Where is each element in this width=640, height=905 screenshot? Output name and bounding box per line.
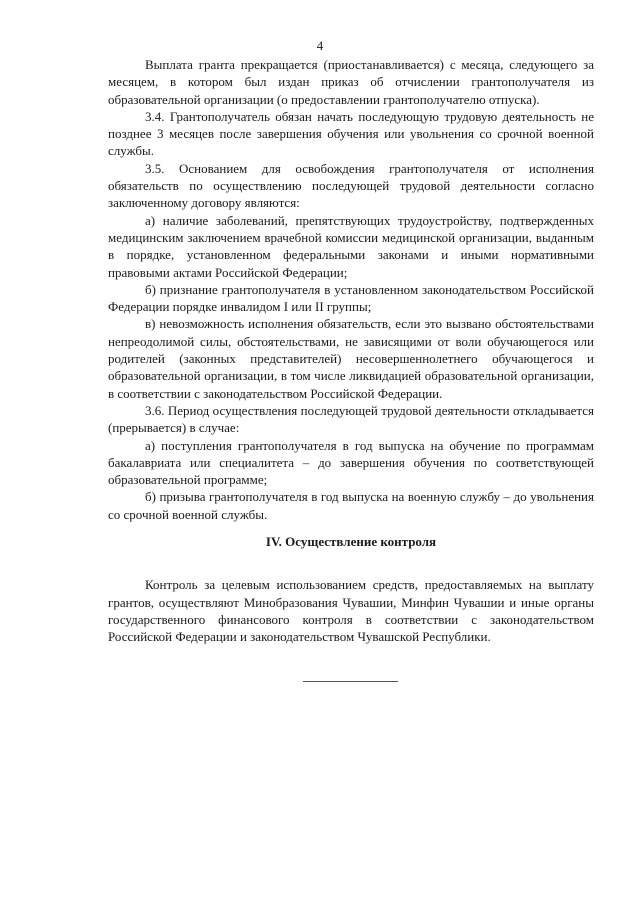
paragraph-grant-termination: Выплата гранта прекращается (приостанавливается) с месяца, следующего за месяцем, в котором был издан приказ об отчислении грантополучателя из образовательной организации (о предоставлении грантополучателю отпуска). (108, 57, 594, 107)
paragraph-3-5-a: а) наличие заболеваний, препятствующих трудоустройству, подтвержденных медицинским заключением врачебной комиссии медицинской организации, выданным в порядке, установленном федеральными законами и иными нормативными правовыми актами Российской Федерации; (108, 212, 594, 280)
paragraph-3-4: 3.4. Грантополучатель обязан начать последующую трудовую деятельность не позднее 3 месяцев после завершения обучения или увольнения со срочной военной службы. (108, 108, 594, 159)
paragraph-3-6: 3.6. Период осуществления последующей трудовой деятельности откладывается (прерывается) в случае: (108, 402, 594, 436)
document-body (108, 56, 594, 646)
end-divider (303, 681, 398, 682)
paragraph-3-5-b: б) признание грантополучателя в установленном законодательством Российской Федерации порядке инвалидом I или II группы; (108, 281, 594, 315)
page-number: 4 (316, 38, 324, 53)
paragraph-3-6-b: б) призыва грантополучателя в год выпуска на военную службу – до увольнения со срочной военной службы. (108, 489, 594, 522)
paragraph-3-5-c: в) невозможность исполнения обязательств, если это вызвано обстоятельствами непреодолимой силы, обстоятельствами, не зависящими от воли обучающегося или родителей (законных представителей) несовершеннолетнего обучающегося и образовательной организации, в том числе ликвидацией образовательной организации, в соответствии с законодательством Российской Федерации. (108, 316, 594, 401)
paragraph-control: Контроль за целевым использованием средств, предоставляемых на выплату грантов, осуществляют Минобразования Чувашии, Минфин Чувашии и иные органы государственного финансового контроля в соответствии с законодательством Российской Федерации и законодательством Чувашской Республики. (108, 577, 594, 645)
paragraph-3-6-a: а) поступления грантополучателя в год выпуска на обучение по программам бакалавриата или специалитета – до завершения обучения по соответствующей образовательной программе; (108, 437, 594, 488)
paragraph-3-5: 3.5. Основанием для освобождения грантополучателя от исполнения обязательств по осуществлению последующей трудовой деятельности согласно заключенному договору являются: (108, 160, 594, 211)
section-heading: IV. Осуществление контроля (265, 534, 437, 550)
